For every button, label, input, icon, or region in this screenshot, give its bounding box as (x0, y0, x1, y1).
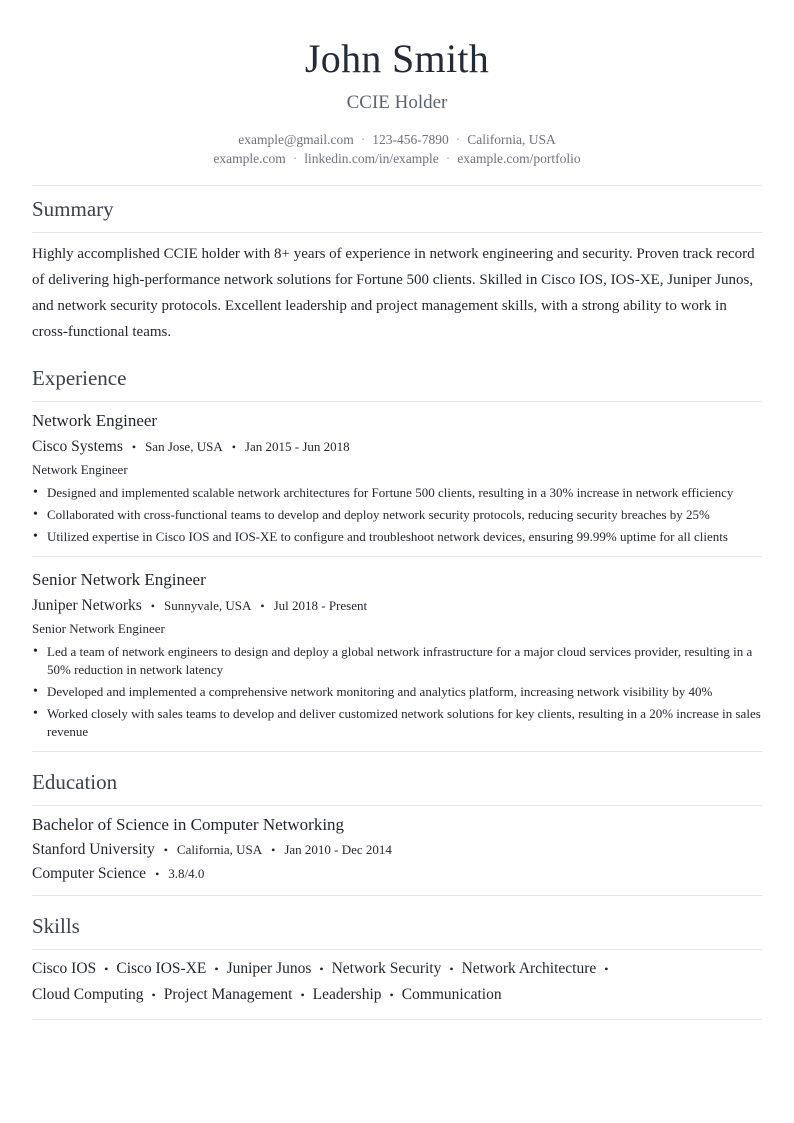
skill-item: Cisco IOS-XE (116, 960, 207, 977)
bullet-separator: • (389, 988, 394, 1002)
job-location: Sunnyvale, USA (163, 598, 252, 613)
contact-line-1 (32, 130, 762, 149)
job-subrole: Network Engineer (32, 462, 128, 477)
job-bullets (32, 643, 762, 741)
list-item: • Designed and implemented scalable network architectures for Fortune 500 clients, resulting in a 30% increase in network efficiency (32, 484, 762, 502)
skill-item: Leadership (312, 986, 382, 1003)
education-meta (32, 840, 762, 860)
separator: · (455, 132, 461, 147)
gpa: 3.8/4.0 (168, 866, 205, 881)
divider (32, 805, 762, 806)
job-dates: Jan 2015 - Jun 2018 (244, 439, 350, 454)
skills-heading: Skills (32, 914, 80, 938)
education-dates: Jan 2010 - Dec 2014 (284, 842, 392, 857)
phone[interactable]: 123-456-7890 (372, 132, 449, 147)
job-bullets (32, 484, 762, 546)
skills-section (32, 914, 762, 1020)
company-name: Cisco Systems (32, 438, 123, 455)
skill-item: Communication (401, 986, 502, 1003)
job-subrole: Senior Network Engineer (32, 621, 165, 636)
linkedin-link[interactable]: linkedin.com/in/example (304, 151, 439, 166)
company-name: Juniper Networks (32, 597, 142, 614)
bullet-separator: • (231, 440, 236, 454)
list-item: • Led a team of network engineers to design and deploy a global network infrastructure for a major cloud services provider, resulting in a 50% reduction in network latency (32, 643, 762, 679)
bullet-separator: • (300, 988, 305, 1002)
education-field-meta (32, 864, 762, 884)
education-heading: Education (32, 770, 118, 794)
separator: · (360, 132, 366, 147)
job-meta (32, 596, 762, 616)
summary-heading: Summary (32, 197, 114, 221)
resume-header (32, 0, 762, 168)
bullet-separator: • (604, 962, 609, 976)
bullet-separator: • (131, 440, 137, 454)
list-item: • Utilized expertise in Cisco IOS and IOS-XE to configure and troubleshoot network devices, ensuring 99.99% uptime for all clients (32, 528, 762, 546)
bullet-separator: • (260, 599, 265, 613)
candidate-name: John Smith (304, 36, 490, 81)
location: California, USA (467, 132, 556, 147)
list-item: • Developed and implemented a comprehensive network monitoring and analytics platform, increasing network visibility by 40% (32, 683, 762, 701)
separator: · (445, 151, 451, 166)
experience-heading: Experience (32, 366, 127, 390)
experience-section (32, 366, 762, 752)
bullet-separator: • (155, 867, 160, 881)
job-title: Network Engineer (32, 411, 158, 430)
job-location: San Jose, USA (145, 439, 223, 454)
skill-item: Cloud Computing (32, 986, 144, 1003)
school-name: Stanford University (32, 841, 155, 858)
education-section (32, 770, 762, 896)
skills-line-2 (32, 982, 762, 1008)
portfolio-link[interactable]: example.com/portfolio (457, 151, 581, 166)
bullet-separator: • (163, 843, 168, 857)
skills-list (32, 956, 762, 1008)
field-of-study: Computer Science (32, 865, 147, 882)
bullet-separator: • (319, 962, 324, 976)
summary-section (32, 197, 762, 345)
skills-line-1 (32, 956, 762, 982)
skill-item: Network Architecture (461, 960, 597, 977)
experience-entry (32, 410, 762, 546)
job-dates: Jul 2018 - Present (273, 598, 368, 613)
divider (32, 556, 762, 557)
list-item: • Collaborated with cross-functional teams to develop and deploy network security protocols, reducing security breaches by 25% (32, 506, 762, 524)
skill-item: Project Management (163, 986, 293, 1003)
website-link[interactable]: example.com (213, 151, 286, 166)
bullet-separator: • (214, 962, 219, 976)
list-item: • Worked closely with sales teams to develop and deliver customized network solutions for key clients, resulting in a 20% increase in sales revenue (32, 705, 762, 741)
summary-text: Highly accomplished CCIE holder with 8+ years of experience in network engineering and security. Proven track record of delivering high-performance network solutions for Fortune 500 clients. Skilled in Cisco IOS, IOS-XE, Juniper Junos, and network security protocols. Excellent leadership and project management skills, with a strong ability to work in cross-functional teams. (32, 246, 755, 340)
bullet-separator: • (151, 988, 156, 1002)
job-title: Senior Network Engineer (32, 570, 206, 589)
divider (32, 895, 762, 896)
divider (32, 401, 762, 402)
contact-line-2 (32, 149, 762, 168)
bullet-separator: • (271, 843, 276, 857)
divider (32, 751, 762, 752)
divider (32, 232, 762, 233)
candidate-role: CCIE Holder (346, 92, 448, 113)
skill-item: Network Security (331, 960, 442, 977)
job-meta (32, 437, 762, 457)
email[interactable]: example@gmail.com (238, 132, 354, 147)
separator: · (292, 151, 298, 166)
divider (32, 185, 762, 186)
degree-title: Bachelor of Science in Computer Networking (32, 815, 345, 834)
experience-entry (32, 569, 762, 741)
school-location: California, USA (176, 842, 263, 857)
divider (32, 949, 762, 950)
skill-item: Juniper Junos (226, 960, 312, 977)
divider (32, 1019, 762, 1020)
skill-item: Cisco IOS (32, 960, 97, 977)
bullet-separator: • (104, 962, 109, 976)
bullet-separator: • (449, 962, 454, 976)
bullet-separator: • (150, 599, 155, 613)
